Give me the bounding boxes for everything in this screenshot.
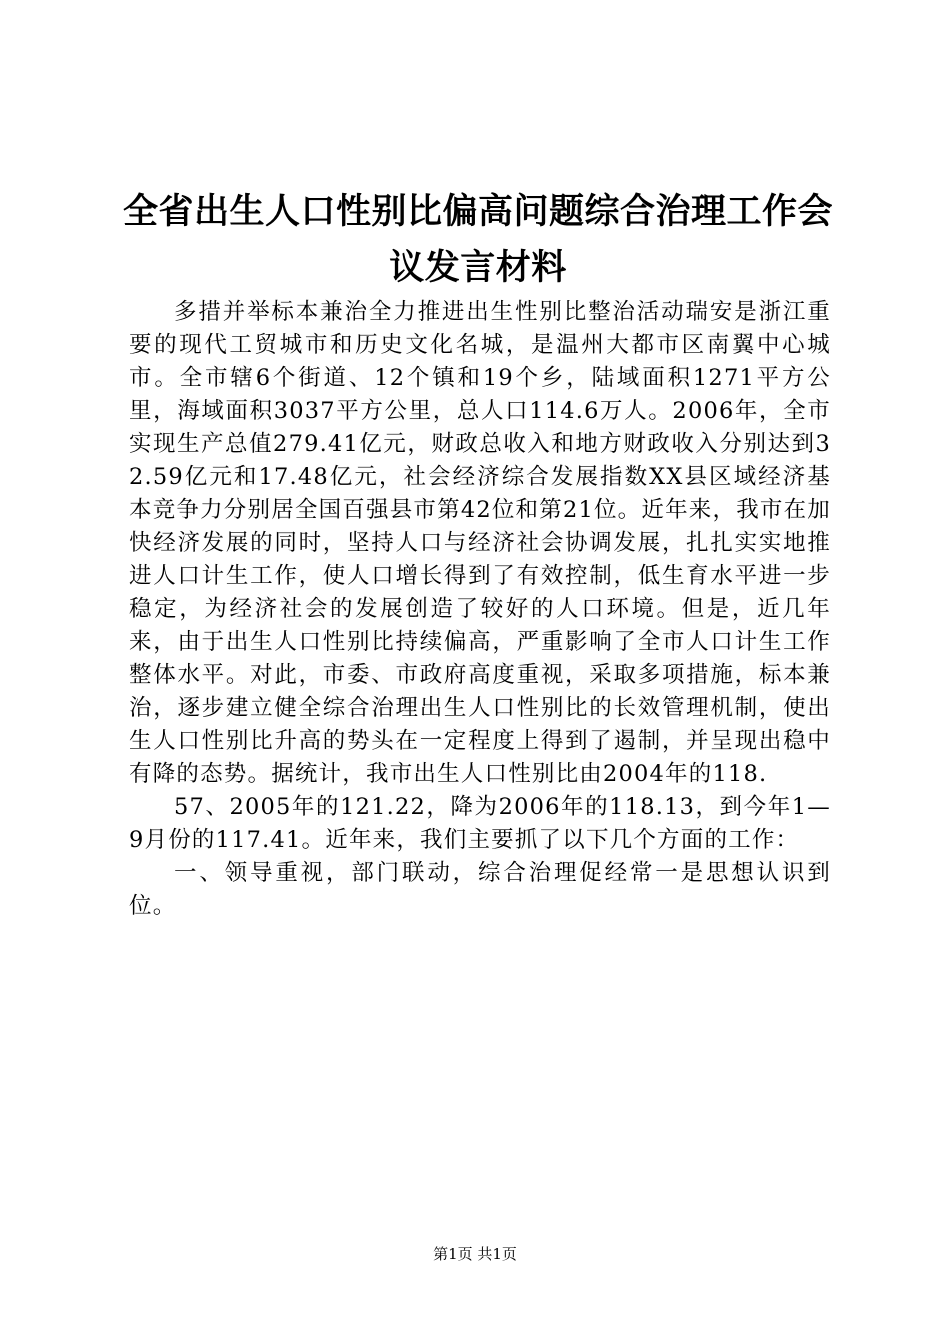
page-footer: 第1页 共1页 [433,1245,517,1263]
document-body [129,296,831,923]
body-paragraph: 57、2005年的121.22，降为2006年的118.13，到今年1—9月份的117.41。近年来，我们主要抓了以下几个方面的工作： [129,794,831,853]
body-paragraph: 一、领导重视，部门联动，综合治理促经常一是思想认识到位。 [129,860,831,919]
body-paragraph: 多措并举标本兼治全力推进出生性别比整治活动瑞安是浙江重要的现代工贸城市和历史文化名城，是温州大都市区南翼中心城市。全市辖6个街道、12个镇和19个乡，陆域面积1271平方公里，海域面积3037平方公里，总人口114.6万人。2006年，全市实现生产总值279.41亿元，财政总收入和地方财政收入分别达到32.59亿元和17.48亿元，社会经济综合发展指数XX县区域经济基本竞争力分别居全国百强县市第42位和第21位。近年来，我市在加快经济发展的同时，坚持人口与经济社会协调发展，扎扎实实地推进人口计生工作，使人口增长得到了有效控制，低生育水平进一步稳定，为经济社会的发展创造了较好的人口环境。但是，近几年来，由于出生人口性别比持续偏高，严重影响了全市人口计生工作整体水平。对此，市委、市政府高度重视，采取多项措施，标本兼治，逐步建立健全综合治理出生人口性别比的长效管理机制，使出生人口性别比升高的势头在一定程度上得到了遏制，并呈现出稳中有降的态势。据统计，我市出生人口性别比由2004年的118. [129,299,831,787]
document-title: 全省出生人口性别比偏高问题综合治理工作会议发言材料 [122,191,833,288]
